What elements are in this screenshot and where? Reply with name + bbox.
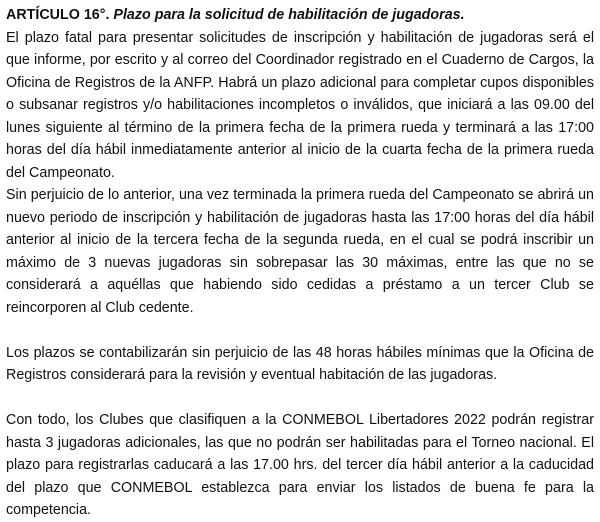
paragraph-review-timeframe: Los plazos se contabilizarán sin perjuicio de las 48 horas hábiles mínimas que la Oficina de Registros considerará para la revisión y eventual habitación de las jugadoras. bbox=[6, 344, 594, 383]
article-block bbox=[6, 4, 594, 184]
paragraph-libertadores-players: Con todo, los Clubes que clasifiquen a la CONMEBOL Libertadores 2022 podrán registrar hasta 3 jugadoras adicionales, las que no podrán ser habilitadas para el Torneo nacional. El plazo para registrarlas caducará a las 17.00 hrs. del tercer día hábil anterior a la caducidad del plazo que CONMEBOL establezca para enviar los listados de buena fe para la competencia. bbox=[6, 412, 594, 518]
article-number: ARTÍCULO 16°. bbox=[6, 7, 110, 23]
paragraph-registration-deadline: El plazo fatal para presentar solicitudes de inscripción y habilitación de jugadoras será el que informe, por escrito y al correo del Coordinador registrado en el Cuaderno de Cargos, la Oficina de Registros de la ANFP. Habrá un plazo adicional para completar cupos disponibles o subsanar registros y/o habilitaciones incompletos o inválidos, que iniciará a las 09.00 del lunes siguiente al término de la primera fecha de la primera rueda y terminará a las 17:00 horas del día hábil inmediatamente anterior al inicio de la cuarta fecha de la primera rueda del Campeonato. bbox=[6, 29, 594, 181]
paragraph-second-round-period: Sin perjuicio de lo anterior, una vez terminada la primera rueda del Campeonato se abrirá un nuevo periodo de inscripción y habilitación de jugadoras hasta las 17:00 horas del día hábil anterior al inicio de la tercera fecha de la segunda rueda, en el cual se podrá inscribir un máximo de 3 nuevas jugadoras sin sobrepasar las 30 máximas, entre las que no se considerará a aquéllas que habiendo sido cedidas a préstamo a un tercer Club se reincorporen al Club cedente. bbox=[6, 187, 594, 316]
article-title: Plazo para la solicitud de habilitación de jugadoras. bbox=[113, 7, 465, 23]
article-heading bbox=[6, 4, 594, 27]
